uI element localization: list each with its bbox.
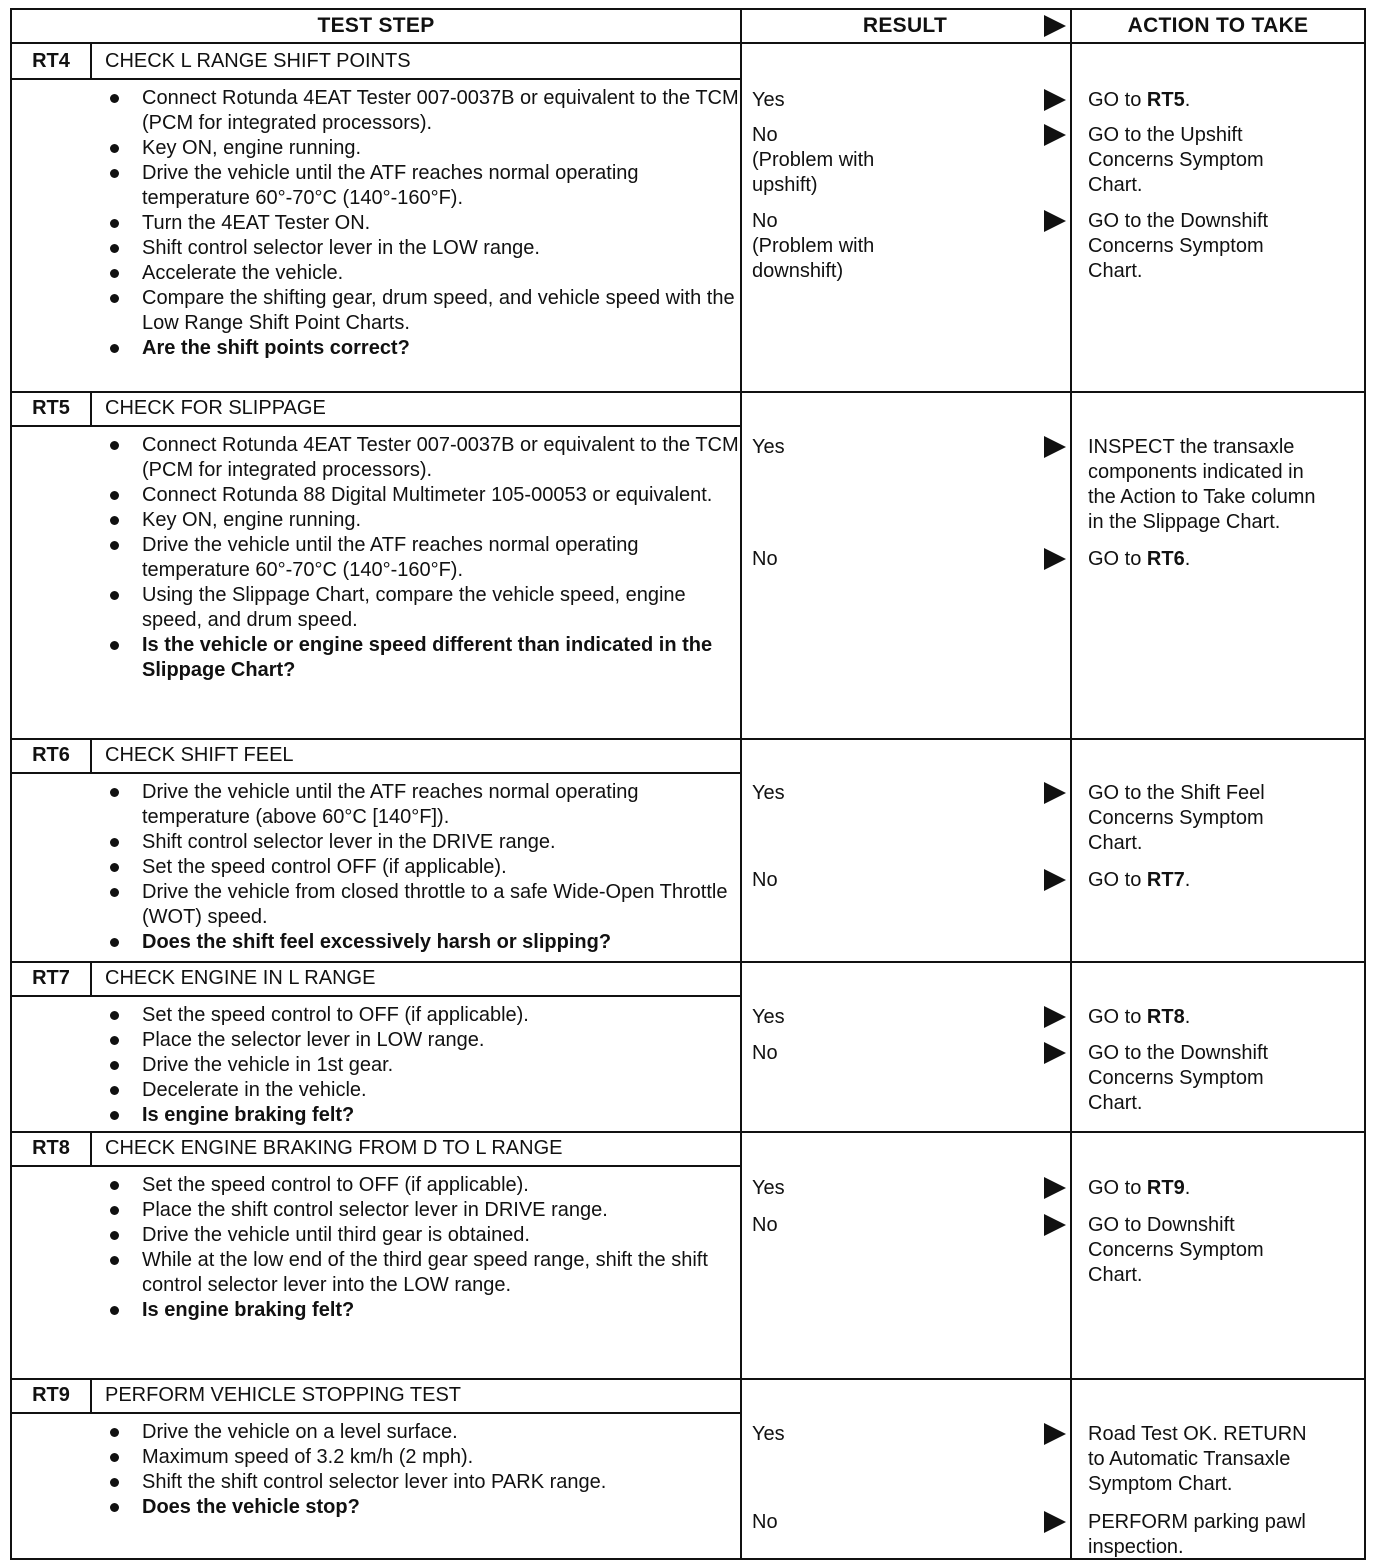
instruction-item: Place the selector lever in LOW range. [104,1028,740,1053]
instruction-item: Key ON, engine running. [104,136,740,161]
step-title: CHECK ENGINE IN L RANGE [92,961,740,997]
instruction-item: Drive the vehicle from closed throttle to a safe Wide-Open Throttle (WOT) speed. [104,880,740,930]
action-to-take: GO to RT9. [1088,1177,1191,1199]
action-to-take: GO to the Shift Feel Concerns Symptom Chart. [1088,782,1265,854]
step-id: RT4 [12,44,92,80]
step-instructions [104,1420,740,1520]
instruction-item: Shift the shift control selector lever into PARK range. [104,1470,740,1495]
arrow-right-icon [1044,548,1066,570]
step-instructions [104,86,740,361]
step-id: RT8 [12,1131,92,1167]
step-question: Is engine braking felt? [104,1103,740,1128]
step-instructions [104,780,740,955]
result-label: No (Problem with downshift) [752,210,875,282]
instruction-item: Drive the vehicle on a level surface. [104,1420,740,1445]
instruction-item: Drive the vehicle in 1st gear. [104,1053,740,1078]
step-title: CHECK L RANGE SHIFT POINTS [92,44,740,80]
test-step-table [10,8,1366,1560]
result-label: Yes [752,89,785,111]
action-step-ref: RT7 [1146,869,1185,891]
action-to-take: PERFORM parking pawl inspection. [1088,1511,1306,1558]
instruction-item: Compare the shifting gear, drum speed, and vehicle speed with the Low Range Shift Point Charts. [104,286,740,336]
instruction-item: Shift control selector lever in the DRIVE range. [104,830,740,855]
step-id: RT5 [12,391,92,427]
step-id: RT7 [12,961,92,997]
step-title: CHECK SHIFT FEEL [92,738,740,774]
arrow-right-icon [1044,869,1066,891]
result-label: Yes [752,1006,785,1028]
action-step-ref: RT9 [1146,1177,1185,1199]
instruction-item: Accelerate the vehicle. [104,261,740,286]
action-step-ref: RT6 [1146,548,1185,570]
instruction-item: Key ON, engine running. [104,508,740,533]
action-to-take: GO to the Upshift Concerns Symptom Chart. [1088,124,1264,196]
arrow-right-icon [1044,1214,1066,1236]
arrow-right-icon [1044,1423,1066,1445]
arrow-right-icon [1044,124,1066,146]
result-label: Yes [752,782,785,804]
action-to-take: GO to the Downshift Concerns Symptom Chart. [1088,210,1269,282]
result-label: No (Problem with upshift) [752,124,875,196]
header-arrow-icon [1044,15,1066,37]
instruction-item: Place the shift control selector lever in DRIVE range. [104,1198,740,1223]
action-to-take: GO to RT6. [1088,548,1191,570]
instruction-item: Connect Rotunda 88 Digital Multimeter 105-00053 or equivalent. [104,483,740,508]
result-label: No [752,1214,778,1236]
step-title: CHECK FOR SLIPPAGE [92,391,740,427]
action-to-take: GO to RT8. [1088,1006,1191,1028]
instruction-item: Turn the 4EAT Tester ON. [104,211,740,236]
header-action: ACTION TO TAKE [1070,10,1366,44]
instruction-item: Using the Slippage Chart, compare the vehicle speed, engine speed, and drum speed. [104,583,740,633]
action-to-take: GO to the Downshift Concerns Symptom Chart. [1088,1042,1269,1114]
instruction-item: Set the speed control to OFF (if applicable). [104,1173,740,1198]
instruction-item: Set the speed control to OFF (if applicable). [104,1003,740,1028]
step-instructions [104,1173,740,1323]
step-question: Is engine braking felt? [104,1298,740,1323]
header-test-step: TEST STEP [12,10,740,44]
step-title: PERFORM VEHICLE STOPPING TEST [92,1378,740,1414]
column-divider [1070,10,1072,1558]
instruction-item: Drive the vehicle until the ATF reaches normal operating temperature 60°-70°C (140°-160°F). [104,161,740,211]
result-label: No [752,548,778,570]
arrow-right-icon [1044,89,1066,111]
step-question: Is the vehicle or engine speed different than indicated in the Slippage Chart? [104,633,740,683]
result-label: No [752,1042,778,1064]
instruction-item: Connect Rotunda 4EAT Tester 007-0037B or equivalent to the TCM (PCM for integrated processors). [104,433,740,483]
arrow-right-icon [1044,1006,1066,1028]
step-title: CHECK ENGINE BRAKING FROM D TO L RANGE [92,1131,740,1167]
instruction-item: While at the low end of the third gear speed range, shift the shift control selector lever into the LOW range. [104,1248,740,1298]
step-instructions [104,433,740,683]
action-to-take: GO to RT7. [1088,869,1191,891]
arrow-right-icon [1044,436,1066,458]
step-id: RT9 [12,1378,92,1414]
arrow-right-icon [1044,1042,1066,1064]
action-to-take: GO to Downshift Concerns Symptom Chart. [1088,1214,1264,1286]
result-label: No [752,1511,778,1533]
instruction-item: Shift control selector lever in the LOW range. [104,236,740,261]
result-label: Yes [752,1177,785,1199]
column-divider [740,10,742,1558]
arrow-right-icon [1044,210,1066,232]
instruction-item: Drive the vehicle until the ATF reaches normal operating temperature (above 60°C [140°F]). [104,780,740,830]
arrow-right-icon [1044,1511,1066,1533]
result-label: Yes [752,436,785,458]
action-step-ref: RT5 [1146,89,1185,111]
result-label: Yes [752,1423,785,1445]
result-label: No [752,869,778,891]
step-question: Are the shift points correct? [104,336,740,361]
action-step-ref: RT8 [1146,1006,1185,1028]
instruction-item: Decelerate in the vehicle. [104,1078,740,1103]
instruction-item: Maximum speed of 3.2 km/h (2 mph). [104,1445,740,1470]
action-to-take: INSPECT the transaxle components indicated in the Action to Take column in the Slippage Chart. [1088,436,1316,533]
action-to-take: Road Test OK. RETURN to Automatic Transaxle Symptom Chart. [1088,1423,1307,1495]
header-result: RESULT [740,10,1070,44]
step-question: Does the shift feel excessively harsh or slipping? [104,930,740,955]
step-id: RT6 [12,738,92,774]
instruction-item: Set the speed control OFF (if applicable). [104,855,740,880]
instruction-item: Connect Rotunda 4EAT Tester 007-0037B or equivalent to the TCM (PCM for integrated processors). [104,86,740,136]
arrow-right-icon [1044,1177,1066,1199]
instruction-item: Drive the vehicle until the ATF reaches normal operating temperature 60°-70°C (140°-160°F). [104,533,740,583]
instruction-item: Drive the vehicle until third gear is obtained. [104,1223,740,1248]
action-to-take: GO to RT5. [1088,89,1191,111]
arrow-right-icon [1044,782,1066,804]
step-question: Does the vehicle stop? [104,1495,740,1520]
step-instructions [104,1003,740,1128]
